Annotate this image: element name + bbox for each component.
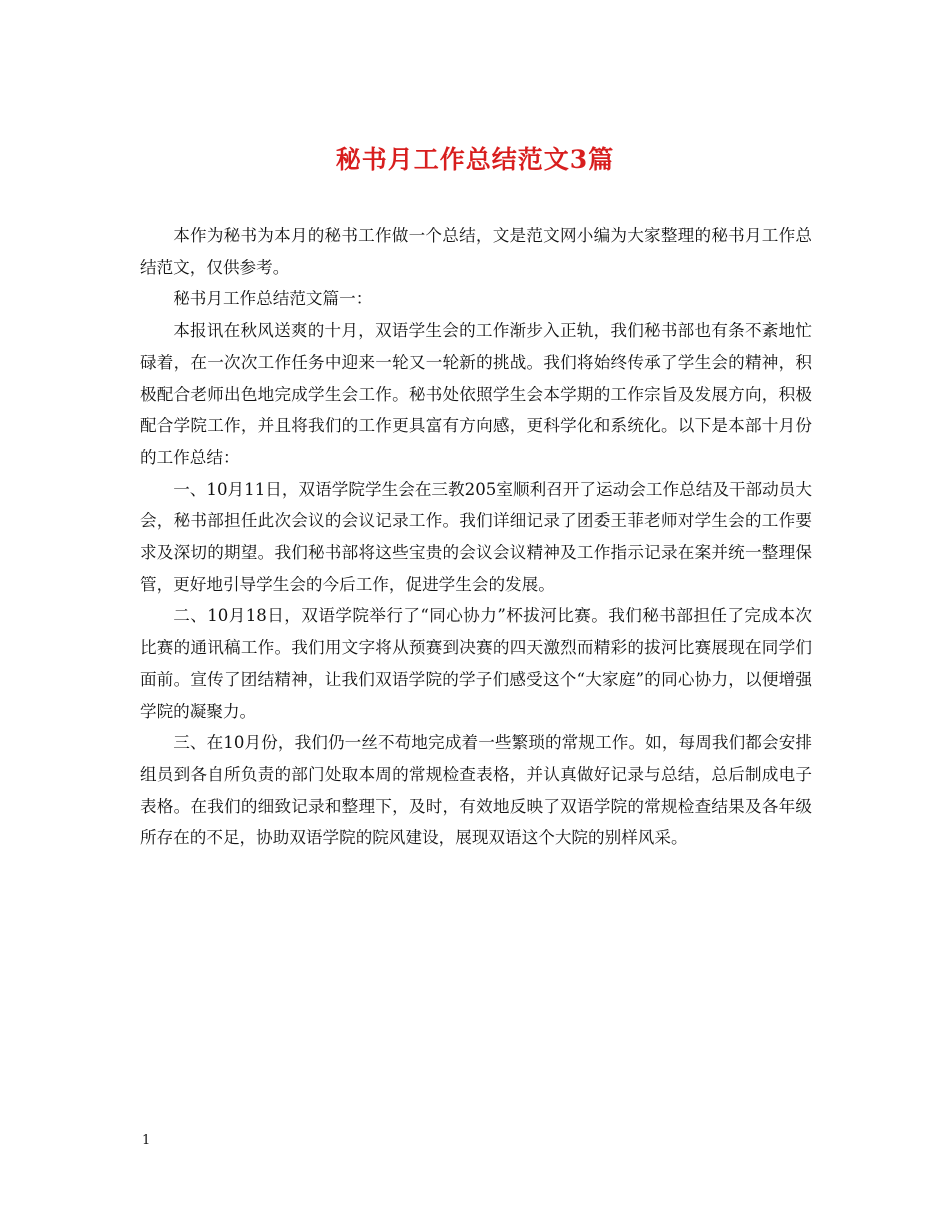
paragraph-overview: 本报讯在秋风送爽的十月，双语学生会的工作渐步入正轨，我们秘书部也有条不紊地忙碌着，在一次次工作任务中迎来一轮又一轮新的挑战。我们将始终传承了学生会的精神，积极配合老师出色地完成学生会工作。秘书处依照学生会本学期的工作宗旨及发展方向，积极配合学院工作，并且将我们的工作更具富有方向感，更科学化和系统化。以下是本部十月份的工作总结： [140,321,812,467]
document-body [140,220,812,854]
paragraph-section-heading: 秘书月工作总结范文篇一： [173,289,373,309]
document-title: 秘书月工作总结范文3篇 [335,145,615,174]
page-number: 1 [142,1133,151,1148]
paragraph-item-one: 一、10月11日，双语学院学生会在三教205室顺利召开了运动会工作总结及干部动员大会，秘书部担任此次会议的会议记录工作。我们详细记录了团委王菲老师对学生会的工作要求及深切的期望。我们秘书部将这些宝贵的会议会议精神及工作指示记录在案并统一整理保管，更好地引导学生会的今后工作，促进学生会的发展。 [140,479,812,594]
paragraph-item-three: 三、在10月份，我们仍一丝不苟地完成着一些繁琐的常规工作。如，每周我们都会安排组员到各自所负责的部门处取本周的常规检查表格，并认真做好记录与总结，总后制成电子表格。在我们的细致记录和整理下，及时，有效地反映了双语学院的常规检查结果及各年级所存在的不足，协助双语学院的院风建设，展现双语这个大院的别样风采。 [140,733,812,848]
paragraph-item-two: 二、10月18日，双语学院举行了“同心协力”杯拔河比赛。我们秘书部担任了完成本次比赛的通讯稿工作。我们用文字将从预赛到决赛的四天激烈而精彩的拔河比赛展现在同学们面前。宣传了团结精神，让我们双语学院的学子们感受这个“大家庭”的同心协力，以便增强学院的凝聚力。 [140,606,812,721]
paragraph-intro: 本作为秘书为本月的秘书工作做一个总结，文是范文网小编为大家整理的秘书月工作总结范文，仅供参考。 [140,226,812,277]
